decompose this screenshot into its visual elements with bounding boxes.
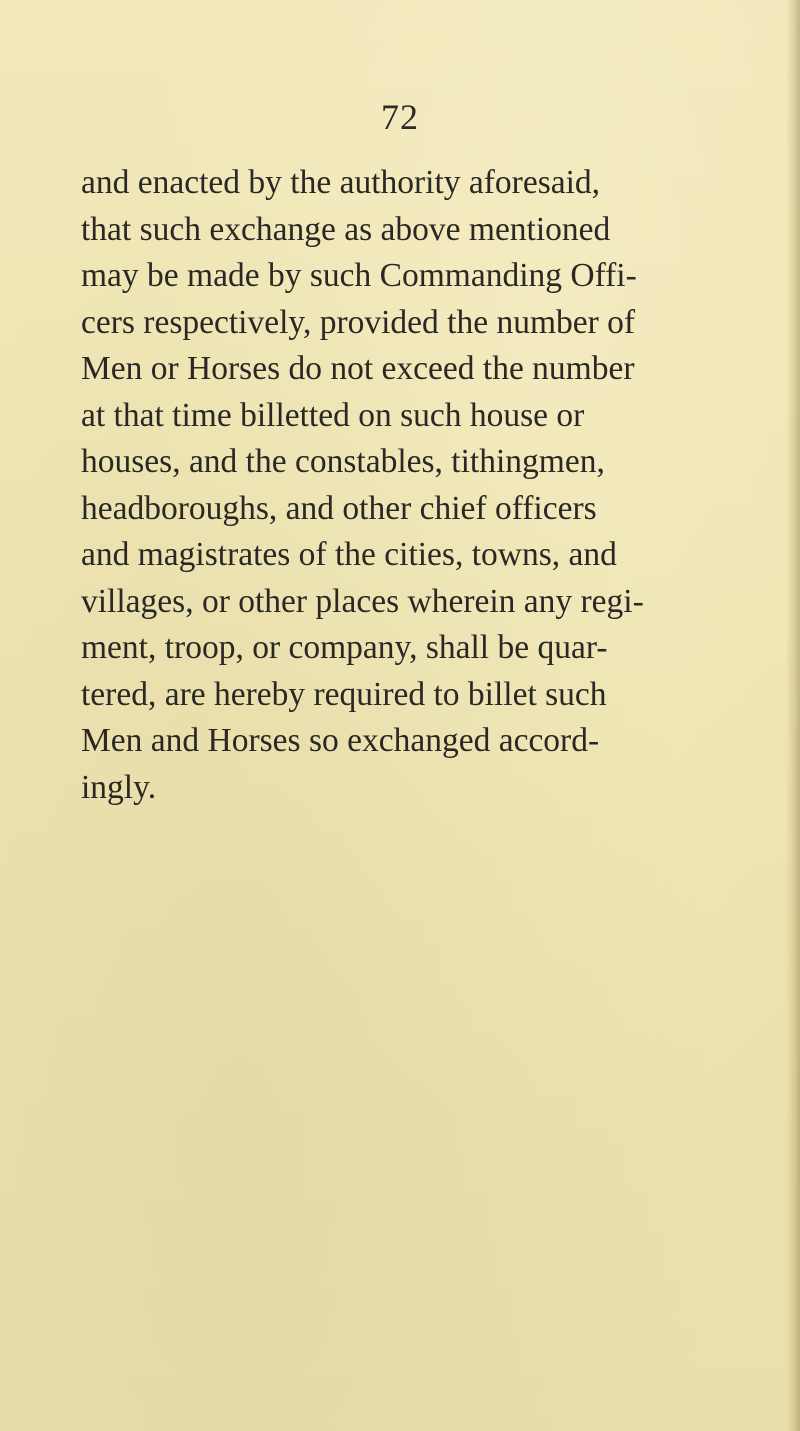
- text-line: houses, and the constables, tithingmen,: [81, 443, 605, 480]
- text-line: villages, or other places wherein any regi-: [81, 582, 644, 620]
- text-line: at that time billetted on such house or: [81, 396, 585, 434]
- body-paragraph: [81, 160, 800, 811]
- text-line: may be made by such Commanding Offi-: [81, 257, 637, 294]
- text-line: headboroughs, and other chief officers: [81, 489, 597, 527]
- text-line: ingly.: [81, 768, 157, 806]
- text-line: that such exchange as above mentioned: [81, 210, 611, 248]
- text-line: Men or Horses do not exceed the number: [81, 350, 635, 387]
- text-line: cers respectively, provided the number of: [81, 303, 636, 341]
- text-line: ment, troop, or company, shall be quar-: [81, 629, 608, 666]
- text-line: and magistrates of the cities, towns, and: [81, 536, 617, 573]
- text-line: Men and Horses so exchanged accord-: [81, 722, 600, 759]
- text-line: and enacted by the authority aforesaid,: [81, 164, 601, 201]
- text-line: tered, are hereby required to billet such: [81, 675, 607, 713]
- page-number: 72: [381, 97, 419, 137]
